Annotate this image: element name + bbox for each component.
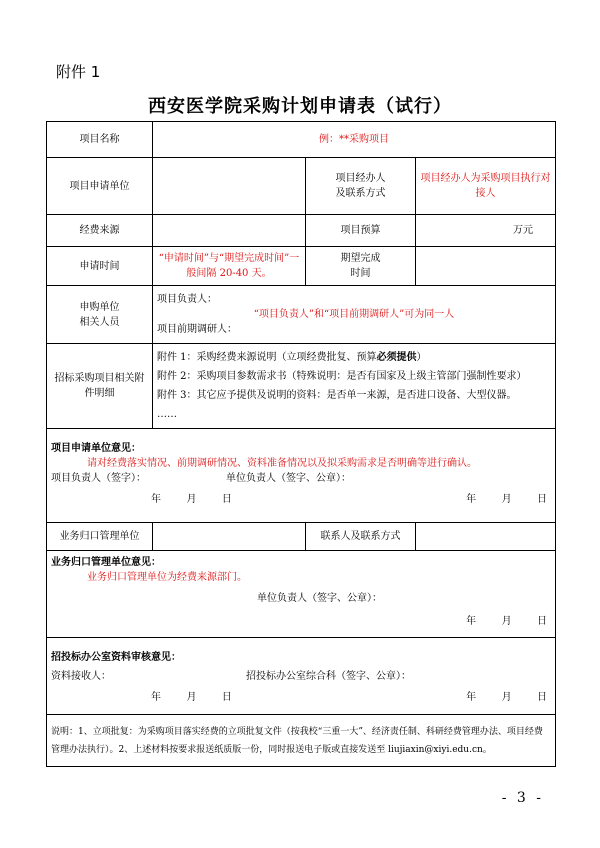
leader-sign-label: 项目负责人（签字）： [51, 473, 146, 484]
bid-opinion-box[interactable] [47, 638, 556, 715]
office-date: 年 月 日 [466, 692, 548, 703]
attachments-label-line2: 件明细 [84, 388, 115, 399]
unit-sign-label: 单位负责人（签字、公章）： [226, 473, 352, 484]
project-researcher: 项目前期调研人： [157, 324, 237, 335]
attachment-ellipsis: …… [157, 409, 177, 420]
manager-label-line1: 项目经办人 [335, 173, 386, 184]
unit-opinion-note: 请对经费落实情况、前期调研情况、资料准备情况以及拟采购需求是否明确等进行确认。 [87, 458, 477, 469]
page-number: - 3 - [501, 790, 544, 806]
unit-opinion-heading: 项目申请单位意见： [51, 443, 141, 454]
persons-label-line1: 申购单位 [79, 301, 120, 313]
expect-time-line2: 时间 [350, 268, 371, 279]
unit-opinion-box[interactable] [47, 429, 556, 523]
attachments-list [153, 344, 556, 429]
funding-field[interactable] [153, 215, 306, 247]
row-unit [47, 158, 556, 215]
dept-sign-label: 单位负责人（签字、公章）： [257, 593, 382, 604]
dept-opinion-note: 业务归口管理单位为经费来源部门。 [87, 572, 247, 583]
persons-label-line2: 相关人员 [79, 316, 120, 328]
receiver-label: 资料接收人： [51, 671, 111, 682]
bid-opinion-heading: 招投标办公室资料审核意见： [51, 652, 181, 663]
attachments-label [47, 344, 153, 429]
persons-note: “项目负责人”和“项目前期调研人”可为同一人 [253, 309, 455, 320]
office-sign-label: 招投标办公室综合科（签字、公章）： [246, 671, 412, 682]
manager-field[interactable]: 项目经办人为采购项目执行对接人 [416, 158, 556, 215]
form-title: 西安医学院采购计划申请表（试行） [148, 96, 452, 117]
attachment-label: 附件 1 [56, 63, 101, 81]
persons-label [47, 286, 153, 344]
row-unit-opinion [47, 429, 556, 523]
row-attachments [47, 344, 556, 429]
row-bid-opinion [47, 638, 556, 715]
unit-field[interactable] [153, 158, 306, 215]
leader-date: 年 月 日 [151, 494, 232, 505]
project-name-label: 项目名称 [47, 122, 153, 158]
expect-time-label [306, 247, 416, 286]
row-notes [47, 715, 556, 767]
row-dept-opinion [47, 551, 556, 638]
row-time [47, 247, 556, 286]
receiver-date: 年 月 日 [151, 692, 232, 703]
dept-contact-label: 联系人及联系方式 [306, 523, 416, 551]
manager-label [306, 158, 416, 215]
attachments-label-line1: 招标采购项目相关附 [54, 373, 145, 384]
expect-time-line1: 期望完成 [340, 253, 381, 264]
attachment-item-1: 附件 1：采购经费来源说明（立项经费批复、预算必须提供） [157, 352, 427, 363]
notes: 说明：1、立项批复：为采购项目落实经费的立项批复文件（按我校“三重一大”、经济责任制、科研经费管理办法、项目经费管理办法执行）。2、上述材料按要求报送纸质版一份，同时报送电子版或直接发送至 liujiaxin@xiyi.edu.cn。 [47, 715, 556, 767]
project-leader: 项目负责人： [157, 294, 217, 305]
persons-field[interactable] [153, 286, 556, 344]
funding-label: 经费来源 [47, 215, 153, 247]
manager-label-line2: 及联系方式 [335, 188, 386, 199]
budget-label: 项目预算 [306, 215, 416, 247]
dept-opinion-heading: 业务归口管理单位意见： [51, 557, 161, 568]
dept-contact-field[interactable] [416, 523, 556, 551]
project-name-field[interactable]: 例：**采购项目 [153, 122, 556, 158]
attachment-item-3: 附件 3：其它应予提供及说明的资料：是否单一来源，是否进口设备、大型仪器。 [157, 390, 517, 401]
attachment-item-2: 附件 2：采购项目参数需求书（特殊说明：是否有国家及上级主管部门强制性要求） [157, 371, 527, 382]
application-form [46, 121, 556, 767]
apply-time-field[interactable]: “申请时间”与“期望完成时间”一般间隔 20-40 天。 [153, 247, 306, 286]
dept-opinion-box[interactable] [47, 551, 556, 638]
row-dept [47, 523, 556, 551]
budget-field[interactable]: 万元 [416, 215, 556, 247]
dept-field[interactable] [153, 523, 306, 551]
dept-date: 年 月 日 [466, 616, 548, 627]
unit-label: 项目申请单位 [47, 158, 153, 215]
row-project-name [47, 122, 556, 158]
dept-label: 业务归口管理单位 [47, 523, 153, 551]
expect-time-field[interactable] [416, 247, 556, 286]
row-persons [47, 286, 556, 344]
unit-date: 年 月 日 [466, 494, 548, 505]
apply-time-label: 申请时间 [47, 247, 153, 286]
row-funding [47, 215, 556, 247]
